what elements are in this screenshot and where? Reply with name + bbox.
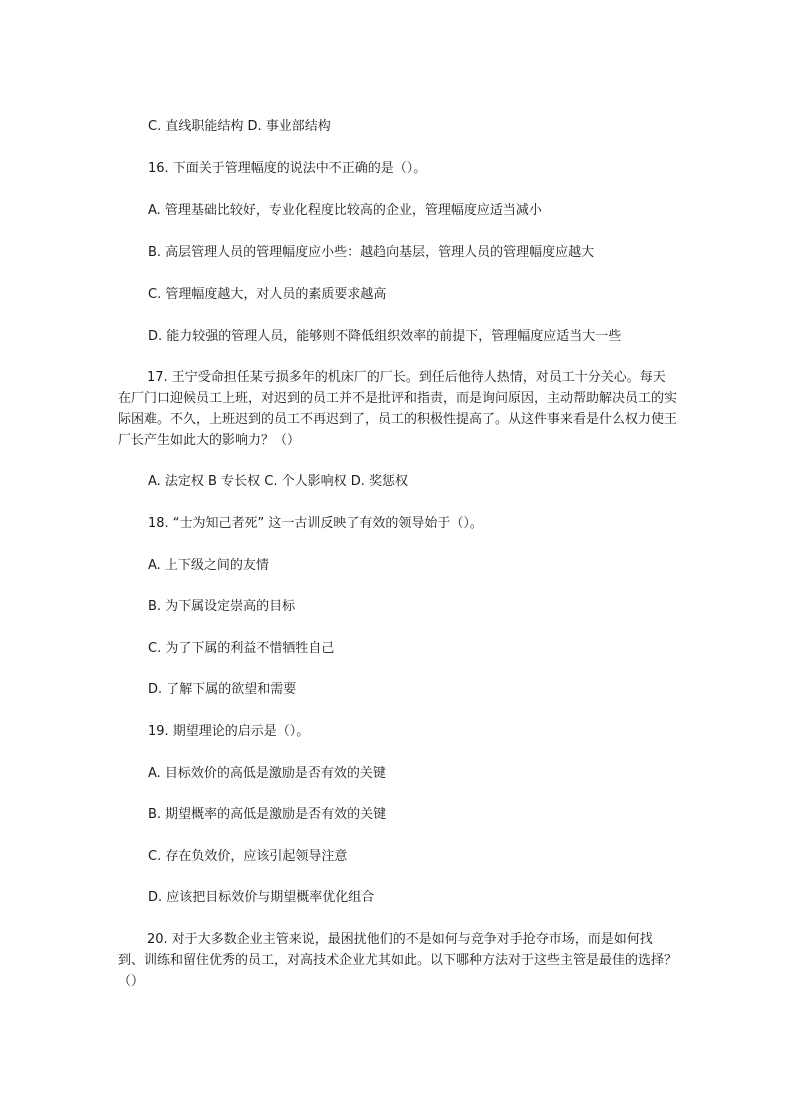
question-17: 17. 王宁受命担任某亏损多年的机床厂的厂长。到任后他待人热情，对员工十分关心。每天在厂门口迎候员工上班，对迟到的员工并不是批评和指责，而是询问原因，主动帮助解决员工的实际困难。不久，上班迟到的员工不再迟到了，员工的积极性提高了。从这件事来看是什么权力使王厂长产生如此大的影响力？（） xyxy=(118,370,678,448)
question-18: 18. “士为知己者死” 这一古训反映了有效的领导始于（）。 xyxy=(148,516,483,531)
option-d-q19: D. 应该把目标效价与期望概率优化组合 xyxy=(148,890,375,905)
option-c-q19: C. 存在负效价，应该引起领导注意 xyxy=(148,849,348,864)
option-d-q18: D. 了解下属的欲望和需要 xyxy=(148,682,297,697)
option-b-q18: B. 为下属设定崇高的目标 xyxy=(148,599,296,614)
option-b-q16: B. 高层管理人员的管理幅度应小些：越趋向基层，管理人员的管理幅度应越大 xyxy=(148,245,595,260)
option-d-q16: D. 能力较强的管理人员，能够则不降低组织效率的前提下，管理幅度应适当大一些 xyxy=(148,329,622,344)
option-a-q18: A. 上下级之间的友情 xyxy=(148,558,269,573)
option-c-q18: C. 为了下属的利益不惜牺牲自己 xyxy=(148,641,335,656)
question-19: 19. 期望理论的启示是（）。 xyxy=(148,724,310,739)
option-c-q16: C. 管理幅度越大，对人员的素质要求越高 xyxy=(148,287,387,302)
options-q17: A. 法定权 B 专长权 C. 个人影响权 D. 奖惩权 xyxy=(148,474,408,489)
question-16: 16. 下面关于管理幅度的说法中不正确的是（）。 xyxy=(148,161,427,176)
option-c-q15: C. 直线职能结构 D. 事业部结构 xyxy=(148,119,331,134)
option-b-q19: B. 期望概率的高低是激励是否有效的关键 xyxy=(148,807,387,822)
option-a-q16: A. 管理基础比较好，专业化程度比较高的企业，管理幅度应适当减小 xyxy=(148,203,542,218)
question-20: 20. 对于大多数企业主管来说，最困扰他们的不是如何与竞争对手抢夺市场，而是如何找到、训练和留住优秀的员工，对高技术企业尤其如此。以下哪种方法对于这些主管是最佳的选择？（） xyxy=(118,932,678,989)
option-a-q19: A. 目标效价的高低是激励是否有效的关键 xyxy=(148,766,386,781)
